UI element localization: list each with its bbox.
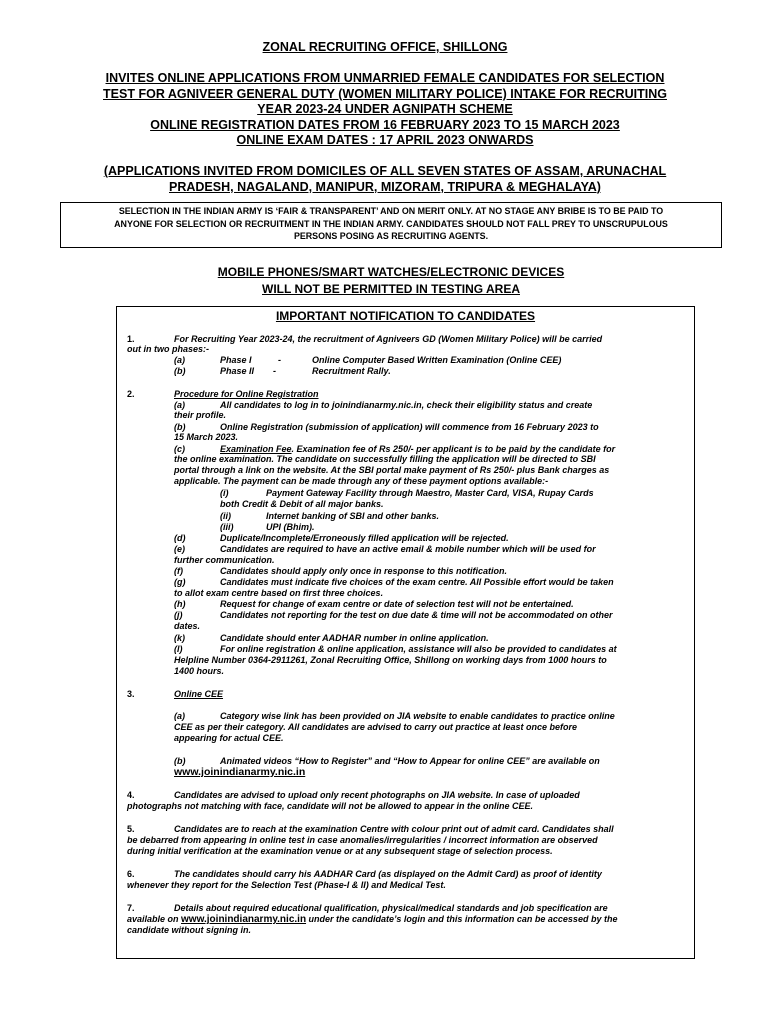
registration-dates: ONLINE REGISTRATION DATES FROM 16 FEBRUARY 2023 TO 15 MARCH 2023 [150, 117, 620, 132]
item-ciii-text: UPI (Bhim). [266, 522, 315, 532]
para-7-text-2b: under the candidate’s login and this information can be accessed by the [306, 914, 618, 924]
para-5-text-2: be debarred from appearing in online test in case anomalies/irregularities / incorrect information are observed [127, 835, 598, 845]
item-j-text: Candidates not reporting for the test on due date & time will not be accommodated on other [220, 610, 613, 620]
main-heading [40, 71, 730, 149]
para-7-number: 7. [127, 903, 135, 913]
warning-line-3: PERSONS POSING AS RECRUITING AGENTS. [293, 231, 489, 241]
para-2-number: 2. [127, 389, 135, 399]
item-h-text: Request for change of exam centre or date of selection test will not be entertained. [220, 599, 574, 609]
item-k-key: (k) [174, 633, 185, 643]
item-3a-text-2: CEE as per their category. All candidates are advised to carry out practice at least once before [174, 722, 577, 732]
para-5-number: 5. [127, 824, 135, 834]
item-g-key: (g) [174, 577, 186, 587]
item-l-text: For online registration & online application, assistance will also be provided to candidates at [220, 644, 617, 654]
heading-line-3: YEAR 2023-24 UNDER AGNIPATH SCHEME [257, 102, 513, 116]
para-5-text: Candidates are to reach at the examination Centre with colour print out of admit card. Candidates shall [174, 824, 614, 834]
item-3a-text-3: appearing for actual CEE. [174, 733, 284, 743]
para-4-text: Candidates are advised to upload only recent photographs on JIA website. In case of uploaded [174, 790, 580, 800]
para-4-number: 4. [127, 790, 135, 800]
item-j-key: (j) [174, 610, 183, 620]
item-b-text: Online Registration (submission of application) will commence from 16 February 2023 to [220, 422, 599, 432]
para-1-text-2: out in two phases:- [127, 344, 209, 354]
states-line-1: (APPLICATIONS INVITED FROM DOMICILES OF ALL SEVEN STATES OF ASSAM, ARUNACHAL [103, 164, 667, 178]
para-7-text: Details about required educational qualification, physical/medical standards and job specification are [174, 903, 608, 913]
item-d-text: Duplicate/Incomplete/Erroneously filled application will be rejected. [220, 533, 509, 543]
heading-line-1: INVITES ONLINE APPLICATIONS FROM UNMARRIED FEMALE CANDIDATES FOR SELECTION [105, 71, 665, 85]
phase-1-desc: Online Computer Based Written Examination (Online CEE) [312, 355, 562, 365]
para-4-text-2: photographs not matching with face, candidate will not be allowed to appear in the online CEE. [127, 801, 534, 811]
item-a-text-2: their profile. [174, 410, 227, 420]
office-heading: ZONAL RECRUITING OFFICE, SHILLONG [262, 40, 508, 54]
item-ci-text: Payment Gateway Facility through Maestro, Master Card, VISA, Rupay Cards [266, 488, 594, 498]
phase-2-key: (b) [174, 366, 186, 376]
item-b-text-2: 15 March 2023. [174, 432, 239, 442]
jia-website-link-2[interactable]: www.joinindianarmy.nic.in [181, 914, 307, 925]
item-cii-key: (ii) [220, 511, 231, 521]
phase-2-dash: - [273, 366, 276, 376]
para-7-text-3: candidate without signing in. [127, 925, 251, 935]
warning-line-2: ANYONE FOR SELECTION OR RECRUITMENT IN THE INDIAN ARMY. CANDIDATES SHOULD NOT FALL PREY TO UNSCRUPULOUS [114, 218, 668, 229]
para-1-text: For Recruiting Year 2023-24, the recruitment of Agniveers GD (Women Military Police) will be carried [174, 334, 603, 344]
exam-fee-heading: Examination Fee [220, 444, 292, 454]
devices-line-1: MOBILE PHONES/SMART WATCHES/ELECTRONIC DEVICES [217, 265, 565, 279]
heading-line-2: TEST FOR AGNIVEER GENERAL DUTY (WOMEN MILITARY POLICE) INTAKE FOR RECRUITING [103, 86, 667, 101]
item-a-key: (a) [174, 400, 185, 410]
para-3-number: 3. [127, 689, 135, 699]
phase-1-name: Phase I [220, 355, 252, 365]
item-c-text [220, 444, 615, 455]
para-3-heading: Online CEE [174, 689, 224, 699]
devices-line-2: WILL NOT BE PERMITTED IN TESTING AREA [262, 281, 520, 296]
para-7-text-2 [127, 914, 617, 926]
item-f-text: Candidates should apply only once in response to this notification. [220, 566, 508, 576]
item-d-key: (d) [174, 533, 186, 543]
para-6-text: The candidates should carry his AADHAR Card (as displayed on the Admit Card) as proof of identity [174, 869, 602, 879]
para-6-text-2: whenever they report for the Selection Test (Phase-I & II) and Medical Test. [127, 880, 446, 890]
phase-2-name: Phase II [220, 366, 255, 376]
item-ci-key: (i) [220, 488, 229, 498]
item-c-text-4: applicable. The payment can be made through any of these payment options available:- [174, 476, 549, 486]
para-6-number: 6. [127, 869, 135, 879]
item-c-text-2: the online examination. The candidate on successfully filling the application will be directed to SBI [174, 454, 596, 464]
item-j-text-2: dates. [174, 621, 201, 631]
phase-1-dash: - [278, 355, 281, 365]
item-l-key: (l) [174, 644, 183, 654]
states-heading [40, 164, 730, 195]
item-3b-key: (b) [174, 756, 186, 766]
exam-fee-text: . Examination fee of Rs 250/- per applicant is to be paid by the candidate for [291, 444, 616, 454]
bribe-warning-box [60, 202, 722, 248]
item-ciii-key: (iii) [220, 522, 234, 532]
jia-website-link[interactable]: www.joinindianarmy.nic.in [174, 766, 306, 778]
devices-notice [60, 264, 722, 297]
item-3b-text: Animated videos “How to Register” and “How to Appear for online CEE” are available on [220, 756, 600, 766]
para-1-number: 1. [127, 334, 135, 344]
item-3a-key: (a) [174, 711, 185, 721]
item-l-text-2: Helpline Number 0364-2911261, Zonal Recruiting Office, Shillong on working days from 1000 hours to [174, 655, 607, 665]
notification-title: IMPORTANT NOTIFICATION TO CANDIDATES [275, 309, 536, 323]
item-b-key: (b) [174, 422, 186, 432]
item-3a-text: Category wise link has been provided on JIA website to enable candidates to practice online [220, 711, 615, 721]
item-c-text-3: portal through a link on the website. At the SBI portal make payment of Rs 250/- plus Bank charges as [174, 465, 610, 475]
states-line-2: PRADESH, NAGALAND, MANIPUR, MIZORAM, TRIPURA & MEGHALAYA) [169, 179, 601, 194]
para-7-text-2a: available on [127, 914, 182, 924]
phase-1-key: (a) [174, 355, 185, 365]
warning-line-1: SELECTION IN THE INDIAN ARMY IS ‘FAIR & TRANSPARENT’ AND ON MERIT ONLY. AT NO STAGE ANY BRIBE IS TO BE PAID TO [118, 206, 664, 216]
exam-dates: ONLINE EXAM DATES : 17 APRIL 2023 ONWARDS [236, 133, 534, 147]
item-ci-text-2: both Credit & Debit of all major banks. [220, 499, 384, 509]
para-2-heading: Procedure for Online Registration [174, 389, 319, 399]
item-e-key: (e) [174, 544, 185, 554]
item-c-key: (c) [174, 444, 185, 454]
item-e-text-2: further communication. [174, 555, 275, 565]
item-k-text: Candidate should enter AADHAR number in online application. [220, 633, 489, 643]
item-g-text: Candidates must indicate five choices of the exam centre. All Possible effort would be taken [220, 577, 614, 587]
item-l-text-3: 1400 hours. [174, 666, 225, 676]
item-a-text: All candidates to log in to joinindianarmy.nic.in, check their eligibility status and create [220, 400, 593, 410]
phase-2-desc: Recruitment Rally. [312, 366, 391, 376]
item-cii-text: Internet banking of SBI and other banks. [266, 511, 440, 521]
item-g-text-2: to allot exam centre based on first three choices. [174, 588, 384, 598]
item-h-key: (h) [174, 599, 186, 609]
para-5-text-3: during initial verification at the examination venue or at any subsequent stage of selection process. [127, 846, 553, 856]
item-e-text: Candidates are required to have an active email & mobile number which will be used for [220, 544, 596, 554]
item-f-key: (f) [174, 566, 183, 576]
